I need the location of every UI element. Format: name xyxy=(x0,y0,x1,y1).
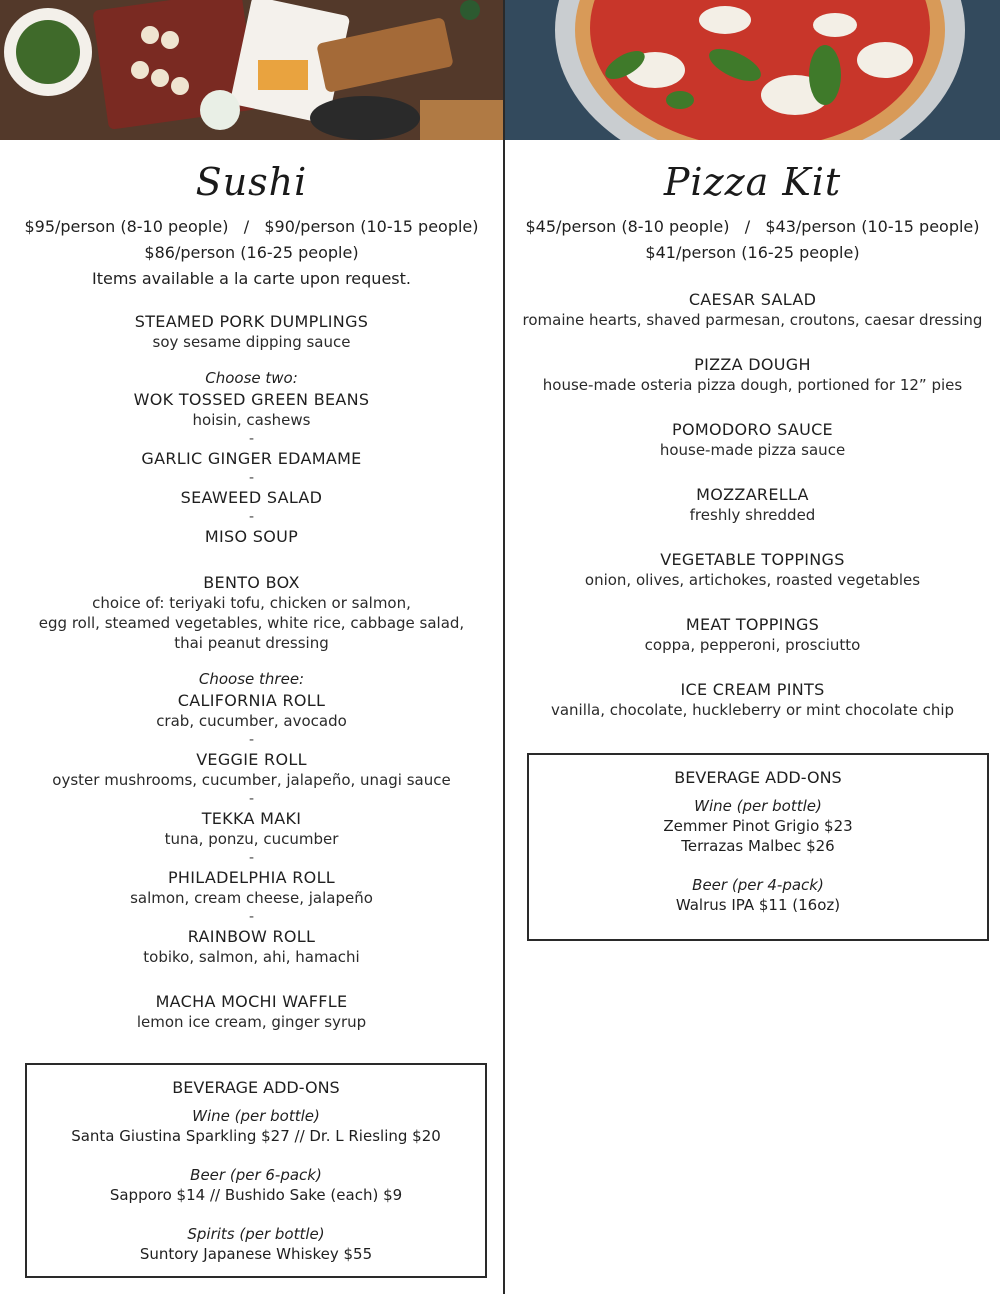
menu-item-desc: choice of: teriyaki tofu, chicken or salmon, xyxy=(92,594,411,612)
menu-item-name: GARLIC GINGER EDAMAME xyxy=(141,449,362,468)
menu-item-desc: romaine hearts, shaved parmesan, croutons, caesar dressing xyxy=(522,311,983,329)
sushi-spread-illustration xyxy=(0,0,503,140)
menu-item-name: MEAT TOPPINGS xyxy=(685,615,820,634)
menu-item-name: BENTO BOX xyxy=(203,573,300,592)
menu-item-desc: vanilla, chocolate, huckleberry or mint chocolate chip xyxy=(550,701,955,719)
menu-item-name: MISO SOUP xyxy=(204,527,299,546)
menu-item-name: STEAMED PORK DUMPLINGS xyxy=(134,312,369,331)
pizza-hero-photo xyxy=(505,0,1000,140)
menu-item-name: MOZZARELLA xyxy=(696,485,809,504)
item-separator: - xyxy=(248,732,255,748)
sushi-column xyxy=(0,140,503,1032)
menu-item-desc: hoisin, cashews xyxy=(192,411,311,429)
menu-item-name: PHILADELPHIA ROLL xyxy=(167,868,336,887)
menu-item-desc: egg roll, steamed vegetables, white rice, cabbage salad, xyxy=(38,614,465,632)
menu-item-name: CAESAR SALAD xyxy=(688,290,817,309)
menu-item-desc: onion, olives, artichokes, roasted vegetables xyxy=(584,571,921,589)
menu-item-name: WOK TOSSED GREEN BEANS xyxy=(133,390,370,409)
wine-line: Terrazas Malbec $26 xyxy=(681,837,835,855)
wine-line: Zemmer Pinot Grigio $23 xyxy=(663,817,853,835)
spirits-label: Spirits (per bottle) xyxy=(187,1225,325,1243)
beverage-heading: BEVERAGE ADD-ONS xyxy=(172,1078,340,1097)
item-separator: - xyxy=(248,791,255,807)
wine-label: Wine (per bottle) xyxy=(192,1107,320,1125)
item-separator: - xyxy=(248,470,255,486)
pizza-column xyxy=(505,140,1000,720)
item-separator: - xyxy=(248,850,255,866)
menu-item-desc: crab, cucumber, avocado xyxy=(156,712,347,730)
menu-item-name: VEGETABLE TOPPINGS xyxy=(660,550,845,569)
menu-item-desc: lemon ice cream, ginger syrup xyxy=(136,1013,367,1031)
pizza-title: Pizza Kit xyxy=(663,160,842,204)
menu-item-desc: freshly shredded xyxy=(689,506,816,524)
menu-item-name: SEAWEED SALAD xyxy=(180,488,323,507)
beverage-heading: BEVERAGE ADD-ONS xyxy=(674,768,842,787)
wine-label: Wine (per bottle) xyxy=(694,797,822,815)
wine-line: Santa Giustina Sparkling $27 // Dr. L Riesling $20 xyxy=(71,1127,441,1145)
menu-item-name: ICE CREAM PINTS xyxy=(680,680,825,699)
menu-item-desc: house-made osteria pizza dough, portioned for 12” pies xyxy=(542,376,963,394)
pizza-price-line-1: $45/person (8-10 people) / $43/person (10-15 people) xyxy=(525,217,980,236)
pizza-beverage-box xyxy=(527,753,989,941)
menu-item-name: RAINBOW ROLL xyxy=(187,927,316,946)
menu-item-desc: tuna, ponzu, cucumber xyxy=(164,830,339,848)
sushi-hero-photo xyxy=(0,0,503,140)
sushi-title: Sushi xyxy=(195,160,308,204)
menu-item-name: MACHA MOCHI WAFFLE xyxy=(155,992,348,1011)
menu-item-desc: soy sesame dipping sauce xyxy=(152,333,351,351)
sushi-a-la-carte-note: Items available a la carte upon request. xyxy=(92,269,411,288)
spirits-line: Suntory Japanese Whiskey $55 xyxy=(139,1245,373,1263)
item-separator: - xyxy=(248,909,255,925)
menu-item-desc: tobiko, salmon, ahi, hamachi xyxy=(143,948,360,966)
pizza-price-line-2: $41/person (16-25 people) xyxy=(645,243,860,262)
menu-item-desc: thai peanut dressing xyxy=(174,634,329,652)
sushi-price-line-2: $86/person (16-25 people) xyxy=(144,243,359,262)
item-separator: - xyxy=(248,431,255,447)
menu-item-name: POMODORO SAUCE xyxy=(672,420,833,439)
menu-item-desc: oyster mushrooms, cucumber, jalapeño, unagi sauce xyxy=(52,771,451,789)
menu-item-name: CALIFORNIA ROLL xyxy=(177,691,326,710)
sushi-beverage-box xyxy=(25,1063,487,1278)
menu-item-name: VEGGIE ROLL xyxy=(196,750,307,769)
beer-line: Walrus IPA $11 (16oz) xyxy=(675,896,841,914)
menu-item-name: TEKKA MAKI xyxy=(201,809,302,828)
beer-label: Beer (per 6-pack) xyxy=(190,1166,322,1184)
choose-two-label: Choose two: xyxy=(205,369,298,387)
sushi-price-line-1: $95/person (8-10 people) / $90/person (10-15 people) xyxy=(24,217,479,236)
choose-three-label: Choose three: xyxy=(198,670,305,688)
menu-item-desc: salmon, cream cheese, jalapeño xyxy=(130,889,373,907)
beer-label: Beer (per 4-pack) xyxy=(692,876,824,894)
menu-item-name: PIZZA DOUGH xyxy=(694,355,811,374)
beer-line: Sapporo $14 // Bushido Sake (each) $9 xyxy=(109,1186,403,1204)
pizza-illustration xyxy=(505,0,1000,140)
item-separator: - xyxy=(248,509,255,525)
menu-item-desc: coppa, pepperoni, prosciutto xyxy=(644,636,861,654)
menu-item-desc: house-made pizza sauce xyxy=(659,441,846,459)
